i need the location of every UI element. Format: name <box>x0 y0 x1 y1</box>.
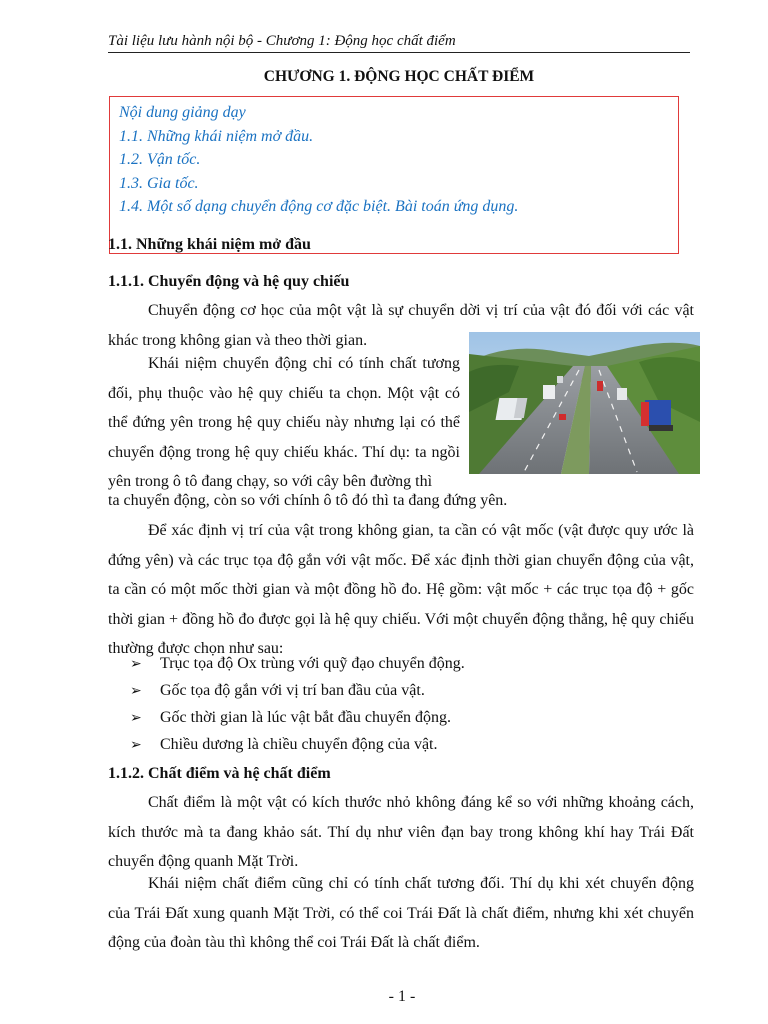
toc-heading: Nội dung giảng dạy <box>119 104 246 121</box>
toc-item: 1.1. Những khái niệm mở đầu. <box>119 127 314 145</box>
paragraph: Chất điểm là một vật có kích thước nhỏ không đáng kể so với những khoảng cách, kích thước mà ta đang khảo sát. Thí dụ như viên đạn bay trong không khí hay Trái Đất chuyển động quanh Mặt Trời. <box>108 794 694 870</box>
list-item: ➢ Chiều dương là chiều chuyển động của vật. <box>130 731 465 758</box>
page-number: - 1 - <box>388 988 416 1005</box>
arrowhead-bullet-icon: ➢ <box>130 684 142 699</box>
paragraph: Khái niệm chuyển động chỉ có tính chất tương đối, phụ thuộc vào hệ quy chiếu ta chọn. Một vật có thể đứng yên trong hệ quy chiếu này nhưng lại có thể chuyển động trong hệ quy chiếu khác. Thí dụ: ta ngồi yên trong ô tô đang chạy, so với cây bên đường thì <box>108 355 460 490</box>
list-item: ➢ Trục tọa độ Ox trùng với quỹ đạo chuyển động. <box>130 650 465 677</box>
highway-photo <box>469 332 700 474</box>
paragraph: Để xác định vị trí của vật trong không gian, ta cần có vật mốc (vật được quy ước là đứng yên) và các trục tọa độ gắn với vật mốc. Để xác định thời gian chuyển động của vật, ta cần có một mốc thời gian và một đồng hồ đo. Hệ gồm: vật mốc + các trục tọa độ + gốc thời gian + đồng hồ đo được gọi là hệ quy chiếu. Với một chuyển động thẳng, hệ quy chiếu thường được chọn như sau: <box>108 522 694 657</box>
list-item: ➢ Gốc thời gian là lúc vật bắt đầu chuyển động. <box>130 704 465 731</box>
paragraph: Khái niệm chất điểm cũng chỉ có tính chất tương đối. Thí dụ khi xét chuyển động của Trái Đất xung quanh Mặt Trời, có thể coi Trái Đất là chất điểm, nhưng khi xét chuyển động của đoàn tàu thì không thể coi Trái Đất là chất điểm. <box>108 875 694 951</box>
toc-item: 1.2. Vận tốc. <box>119 151 201 168</box>
paragraph: Chuyển động cơ học của một vật là sự chuyển dời vị trí của vật đó đối với các vật khác trong không gian và theo thời gian. <box>108 302 694 349</box>
toc-box <box>109 96 679 254</box>
paragraph: ta chuyển động, còn so với chính ô tô đó thì ta đang đứng yên. <box>108 492 508 509</box>
chapter-title: CHƯƠNG 1. ĐỘNG HỌC CHẤT ĐIỂM <box>263 68 535 85</box>
arrowhead-bullet-icon: ➢ <box>130 711 142 726</box>
section-heading-1-1-2: 1.1.2. Chất điểm và hệ chất điểm <box>108 765 331 782</box>
toc-item: 1.3. Gia tốc. <box>119 174 199 192</box>
arrowhead-bullet-icon: ➢ <box>130 738 142 753</box>
section-heading-1-1: 1.1. Những khái niệm mở đầu <box>108 236 311 253</box>
arrowhead-bullet-icon: ➢ <box>130 657 142 672</box>
bullet-list <box>130 650 465 758</box>
toc-item: 1.4. Một số dạng chuyển động cơ đặc biệt. Bài toán ứng dụng. <box>119 198 519 215</box>
running-header: Tài liệu lưu hành nội bộ - Chương 1: Động học chất điểm <box>108 32 690 53</box>
list-item: ➢ Gốc tọa độ gắn với vị trí ban đầu của vật. <box>130 677 465 704</box>
section-heading-1-1-1: 1.1.1. Chuyển động và hệ quy chiếu <box>108 273 350 290</box>
